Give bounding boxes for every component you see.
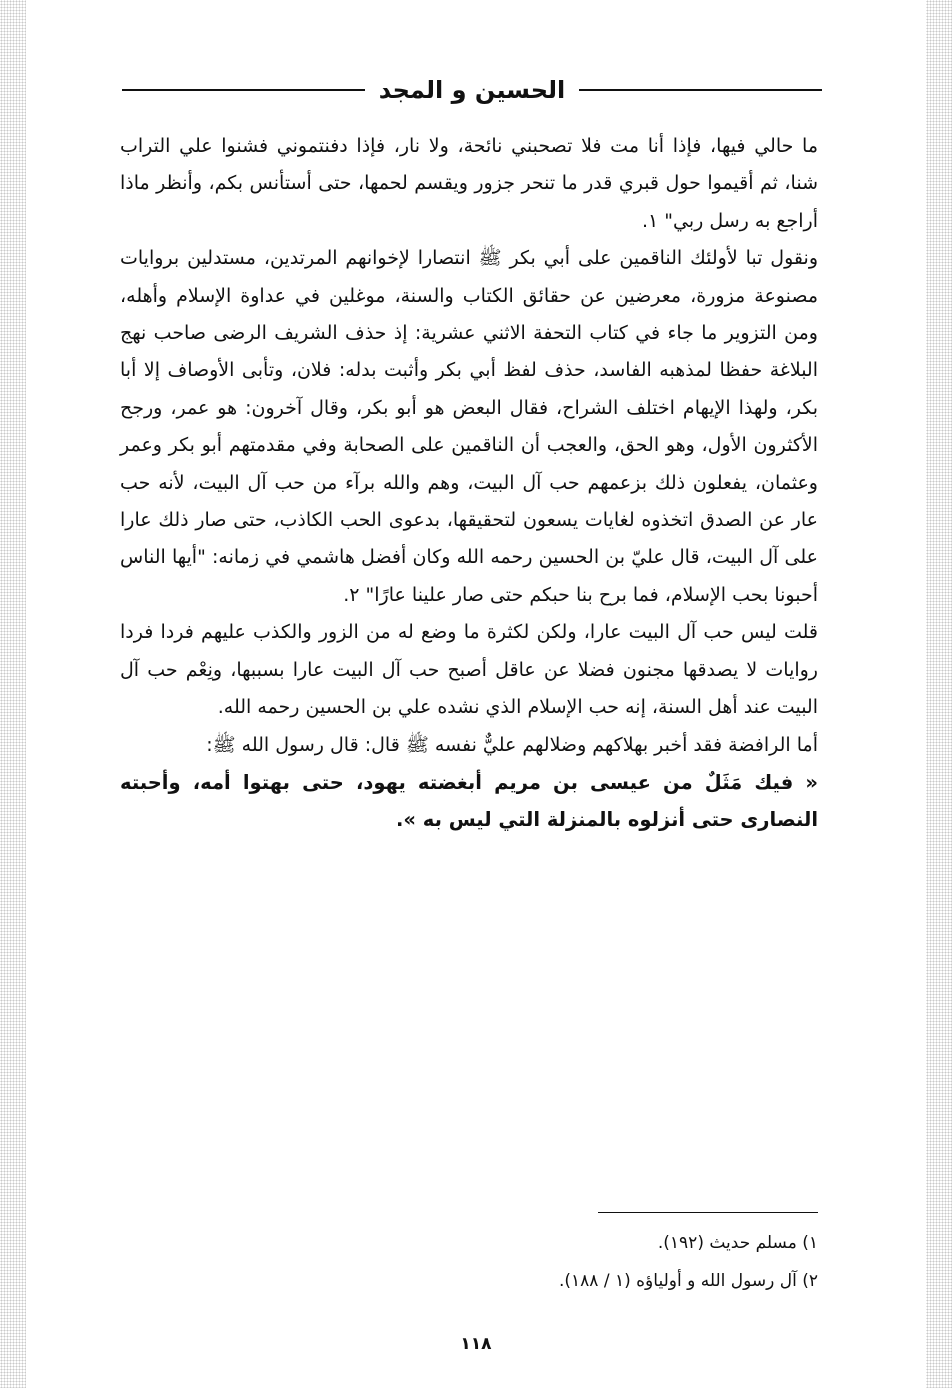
paragraph-1: ما حالي فيها، فإذا أنا مت فلا تصحبني نائحة، ولا نار، فإذا دفنتموني فشنوا علي التراب شنا، ثم أقيموا حول قبري قدر ما تنحر جزور ويقسم لحمها، حتى أستأنس بكم، وأنظر ماذا أراجع به رسل ربي" ١.: [120, 135, 818, 232]
page-number: ١١٨: [460, 1334, 492, 1354]
paragraph-2: ونقول تبا لأولئك الناقمين على أبي بكر ﷺ انتصارا لإخوانهم المرتدين، مستدلين بروايات مصنوعة مزورة، معرضين عن حقائق الكتاب والسنة، موغلين في عداوة الإسلام وأهله، ومن التزوير ما جاء في كتاب التحفة الاثني عشرية: إذ حذف الشريف الرضى صاحب نهج البلاغة حفظا لمذهبه الفاسد، حذف لفظ أبي بكر وأثبت بدله: فلان، وتأبى الأوصاف إلا أبا بكر، ولهذا الإيهام اختلف الشراح، فقال البعض هو أبو بكر، وقال آخرون: هو عمر، ورجح الأكثرون الأول، وهو الحق، والعجب أن الناقمين على الصحابة وفي مقدمتهم أبو بكر وعمر وعثمان، يفعلون ذلك بزعمهم حب آل البيت، وهم والله برآء من حب آل البيت، لأنه حب عار عن الصدق اتخذوه لغايات يسعون لتحقيقها، بدعوى الحب الكاذب، حتى صار ذلك عارا على آل البيت، قال عليّ بن الحسين رحمه الله وكان أفضل هاشمي في زمانه: "أيها الناس أحبونا بحب الإسلام، فما برح بنا حبكم حتى صار علينا عارًا" ٢.: [120, 247, 818, 606]
header-logo: الحسين و المجد: [378, 76, 566, 104]
paragraph-3: قلت ليس حب آل البيت عارا، ولكن لكثرة ما وضع له من الزور والكذب عليهم فردا فردا روايات لا يصدقها مجنون فضلا عن عاقل أصبح حب آل البيت عارا بسببها، ونِعْم حب آل البيت عند أهل السنة، إنه حب الإسلام الذي نشده علي بن الحسين رحمه الله.: [120, 621, 818, 719]
footnote-2: ٢) آل رسول الله و أولياؤه (١ / ١٨٨).: [558, 1271, 818, 1291]
page-header: [122, 70, 822, 110]
hadith-quote: « فيك مَثَلٌ من عيسى بن مريم أبغضته يهود، حتى بهتوا أمه، وأحبته النصارى حتى أنزلوه بالمنزلة التي ليس به ».: [120, 770, 818, 832]
paragraph-4: أما الرافضة فقد أخبر بهلاكهم وضلالهم عليٌّ نفسه ﷺ قال: قال رسول الله ﷺ:: [206, 733, 818, 756]
body-text: [120, 128, 818, 839]
footnote-rule: [598, 1212, 818, 1213]
footnotes: [300, 1224, 818, 1300]
header-rule-right: [579, 89, 822, 91]
footnote-1: ١) مسلم حديث (١٩٢).: [657, 1233, 818, 1253]
scan-edge-right: [926, 0, 952, 1388]
scan-edge-left: [0, 0, 26, 1388]
header-rule-left: [122, 89, 365, 91]
